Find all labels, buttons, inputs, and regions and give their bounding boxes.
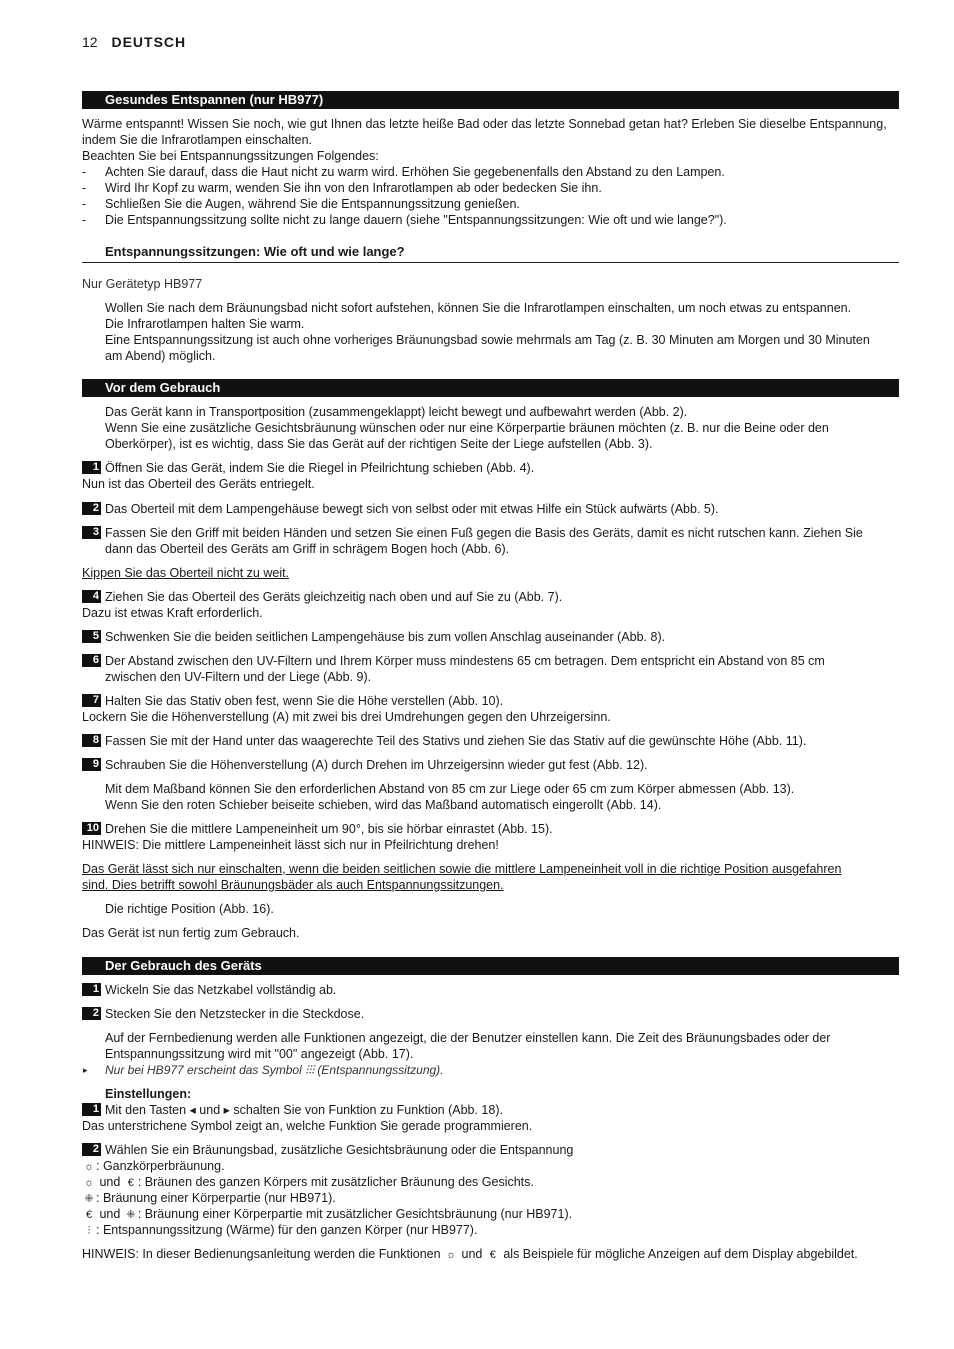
partial-body-icon: ⁜ — [126, 1209, 136, 1221]
step-number: 5 — [82, 630, 101, 643]
arrow-bullet-icon: ▸ — [83, 1065, 88, 1075]
option-text: : Bräunen des ganzen Körpers mit zusätzlicher Bräunung des Gesichts. — [137, 1175, 534, 1189]
paragraph: Oberkörper), ist es wichtig, dass Sie das Gerät auf der richtigen Seite der Liege aufstellen (Abb. 3). — [105, 437, 653, 451]
step-text: Halten Sie das Stativ oben fest, wenn Sie die Höhe verstellen (Abb. 10). — [105, 694, 504, 708]
step-number: 8 — [82, 734, 101, 747]
option-text: : Bräunung einer Körperpartie (nur HB971). — [96, 1191, 336, 1205]
paragraph: Wenn Sie den roten Schieber beiseite schieben, wird das Maßband automatisch eingerollt (Abb. 14). — [105, 798, 662, 812]
bullet-dash: - — [82, 197, 87, 211]
and-text: und — [99, 1207, 121, 1221]
option-line — [82, 1190, 336, 1207]
step-number: 3 — [82, 526, 101, 539]
face-icon: € — [85, 1209, 93, 1221]
step-text: Drehen Sie die mittlere Lampeneinheit um 90°, bis sie hörbar einrastet (Abb. 15). — [105, 822, 553, 836]
warning: sind. Dies betrifft sowohl Bräunungsbäder als auch Entspannungssitzungen. — [82, 878, 504, 892]
step-text: Öffnen Sie das Gerät, indem Sie die Riegel in Pfeilrichtung schieben (Abb. 4). — [105, 461, 535, 475]
step-text: dann das Oberteil des Geräts am Griff in schrägem Bogen hoch (Abb. 6). — [105, 542, 510, 556]
step-text: zwischen den UV-Filtern und der Liege (Abb. 9). — [105, 670, 372, 684]
step-number: 9 — [82, 758, 101, 771]
paragraph: Wollen Sie nach dem Bräunungsbad nicht sofort aufstehen, können Sie die Infrarotlampen einschalten, um noch etwas zu entspannen. — [105, 301, 852, 315]
step-text: Fassen Sie den Griff mit beiden Händen und setzen Sie einen Fuß gegen die Basis des Geräts, damit es nicht rutschen kann. Ziehen Sie — [105, 526, 863, 540]
list-item: Die Entspannungssitzung sollte nicht zu lange dauern (siehe "Entspannungssitzungen: Wie oft und wie lange?"). — [105, 213, 727, 227]
step-text: Der Abstand zwischen den UV-Filtern und Ihrem Körper muss mindestens 65 cm betragen. Dem entspricht ein Abstand von 85 cm — [105, 654, 825, 668]
option-text: : Bräunung einer Körperpartie mit zusätzlicher Gesichtsbräunung (nur HB971). — [137, 1207, 573, 1221]
step-text: Ziehen Sie das Oberteil des Geräts gleichzeitig nach oben und auf Sie zu (Abb. 7). — [105, 590, 563, 604]
step-note: HINWEIS: Die mittlere Lampeneinheit lässt sich nur in Pfeilrichtung drehen! — [82, 838, 499, 852]
option-line — [82, 1206, 572, 1223]
step-number: 2 — [82, 1007, 101, 1020]
page-header — [82, 34, 186, 50]
step-number: 10 — [82, 822, 101, 835]
list-item: Achten Sie darauf, dass die Haut nicht zu warm wird. Erhöhen Sie gegebenenfalls den Abstand zu den Lampen. — [105, 165, 725, 179]
paragraph: Wenn Sie eine zusätzliche Gesichtsbräunung wünschen oder nur eine Körperpartie bräunen möchten (z. B. nur die Beine oder den — [105, 421, 829, 435]
step-note: Lockern Sie die Höhenverstellung (A) mit zwei bis drei Umdrehungen gegen den Uhrzeigersinn. — [82, 710, 611, 724]
step-number: 1 — [82, 983, 101, 996]
paragraph: Eine Entspannungssitzung ist auch ohne vorheriges Bräunungsbad sowie mehrmals am Tag (z. B. 30 Minuten am Morgen und 30 Minuten — [105, 333, 870, 347]
subsection-title: Entspannungssitzungen: Wie oft und wie lange? — [82, 244, 899, 263]
step-number: 4 — [82, 590, 101, 603]
step-note: Nun ist das Oberteil des Geräts entriegelt. — [82, 477, 315, 491]
paragraph: Entspannungssitzung wird mit "00" angezeigt (Abb. 17). — [105, 1047, 414, 1061]
relax-icon: ⫶ — [87, 1225, 91, 1237]
note: Nur Gerätetyp HB977 — [82, 277, 203, 291]
step-text: Mit den Tasten ◂ und ▸ schalten Sie von Funktion zu Funktion (Abb. 18). — [105, 1103, 503, 1117]
paragraph: Das Gerät kann in Transportposition (zusammengeklappt) leicht bewegt und aufbewahrt werden (Abb. 2). — [105, 405, 688, 419]
section-title-relaxation: Gesundes Entspannen (nur HB977) — [82, 91, 899, 109]
paragraph: Mit dem Maßband können Sie den erforderlichen Abstand von 85 cm zur Liege oder 65 cm zum Körper abmessen (Abb. 13). — [105, 782, 795, 796]
step-number: 1 — [82, 461, 101, 474]
paragraph: Die Infrarotlampen halten Sie warm. — [105, 317, 305, 331]
paragraph: Die richtige Position (Abb. 16). — [105, 902, 274, 916]
face-icon: € — [127, 1177, 134, 1189]
sun-icon: ☼ — [83, 1177, 95, 1189]
hint — [82, 1246, 858, 1263]
sun-icon: ☼ — [445, 1249, 457, 1261]
and-text: und — [461, 1247, 483, 1261]
paragraph: Auf der Fernbedienung werden alle Funktionen angezeigt, die der Benutzer einstellen kann. Die Zeit des Bräunungsbades oder der — [105, 1031, 831, 1045]
option-text: : Entspannungssitzung (Wärme) für den ganzen Körper (nur HB977). — [96, 1223, 478, 1237]
step-text: Das Oberteil mit dem Lampengehäuse bewegt sich von selbst oder mit etwas Hilfe ein Stück aufwärts (Abb. 5). — [105, 502, 719, 516]
option-line — [82, 1174, 534, 1191]
hint-text: HINWEIS: In dieser Bedienungsanleitung werden die Funktionen — [82, 1247, 441, 1261]
section-title-before-use: Vor dem Gebrauch — [82, 379, 899, 397]
paragraph: Wärme entspannt! Wissen Sie noch, wie gut Ihnen das letzte heiße Bad oder das letzte Sonnebad getan hat? Erleben Sie dieselbe Entspannung, — [82, 117, 887, 131]
bullet-dash: - — [82, 165, 87, 179]
step-number: 2 — [82, 1143, 101, 1156]
paragraph: indem Sie die Infrarotlampen einschalten. — [82, 133, 312, 147]
warning: Das Gerät lässt sich nur einschalten, wenn die beiden seitlichen sowie die mittlere Lampeneinheit voll in die richtige Position ausgefahren — [82, 862, 842, 876]
paragraph: Das Gerät ist nun fertig zum Gebrauch. — [82, 926, 300, 940]
section-title-usage: Der Gebrauch des Geräts — [82, 957, 899, 975]
paragraph: am Abend) möglich. — [105, 349, 216, 363]
list-item: Wird Ihr Kopf zu warm, wenden Sie ihn von den Infrarotlampen ab oder bedecken Sie ihn. — [105, 181, 602, 195]
note: Nur bei HB977 erscheint das Symbol ⫶⫶⫶ (Entspannungssitzung). — [105, 1063, 444, 1077]
list-item: Schließen Sie die Augen, während Sie die Entspannungssitzung genießen. — [105, 197, 520, 211]
step-text: Schwenken Sie die beiden seitlichen Lampengehäuse bis zum vollen Anschlag auseinander (Abb. 8). — [105, 630, 666, 644]
sun-icon: ☼ — [83, 1161, 95, 1173]
step-number: 6 — [82, 654, 101, 667]
step-text: Stecken Sie den Netzstecker in die Steckdose. — [105, 1007, 365, 1021]
option-text: : Ganzkörperbräunung. — [96, 1159, 225, 1173]
step-note: Dazu ist etwas Kraft erforderlich. — [82, 606, 263, 620]
option-line — [82, 1222, 477, 1239]
settings-title: Einstellungen: — [105, 1087, 192, 1101]
language-label: DEUTSCH — [111, 34, 187, 50]
warning: Kippen Sie das Oberteil nicht zu weit. — [82, 566, 290, 580]
step-text: Schrauben Sie die Höhenverstellung (A) durch Drehen im Uhrzeigersinn wieder gut fest (Abb. 12). — [105, 758, 648, 772]
face-icon: € — [489, 1249, 496, 1261]
option-line — [82, 1158, 225, 1175]
partial-body-icon: ⁜ — [84, 1193, 94, 1205]
step-text: Fassen Sie mit der Hand unter das waagerechte Teil des Stativs und ziehen Sie das Stativ auf die gewünschte Höhe (Abb. 11). — [105, 734, 807, 748]
paragraph: Beachten Sie bei Entspannungssitzungen Folgendes: — [82, 149, 379, 163]
bullet-dash: - — [82, 181, 87, 195]
step-note: Das unterstrichene Symbol zeigt an, welche Funktion Sie gerade programmieren. — [82, 1119, 533, 1133]
step-text: Wählen Sie ein Bräunungsbad, zusätzliche Gesichtsbräunung oder die Entspannung — [105, 1143, 574, 1157]
hint-text: als Beispiele für mögliche Anzeigen auf dem Display abgebildet. — [503, 1247, 858, 1261]
and-text: und — [99, 1175, 121, 1189]
step-number: 1 — [82, 1103, 101, 1116]
page-number: 12 — [82, 34, 98, 50]
bullet-dash: - — [82, 213, 87, 227]
step-number: 2 — [82, 502, 101, 515]
step-text: Wickeln Sie das Netzkabel vollständig ab. — [105, 983, 337, 997]
step-number: 7 — [82, 694, 101, 707]
